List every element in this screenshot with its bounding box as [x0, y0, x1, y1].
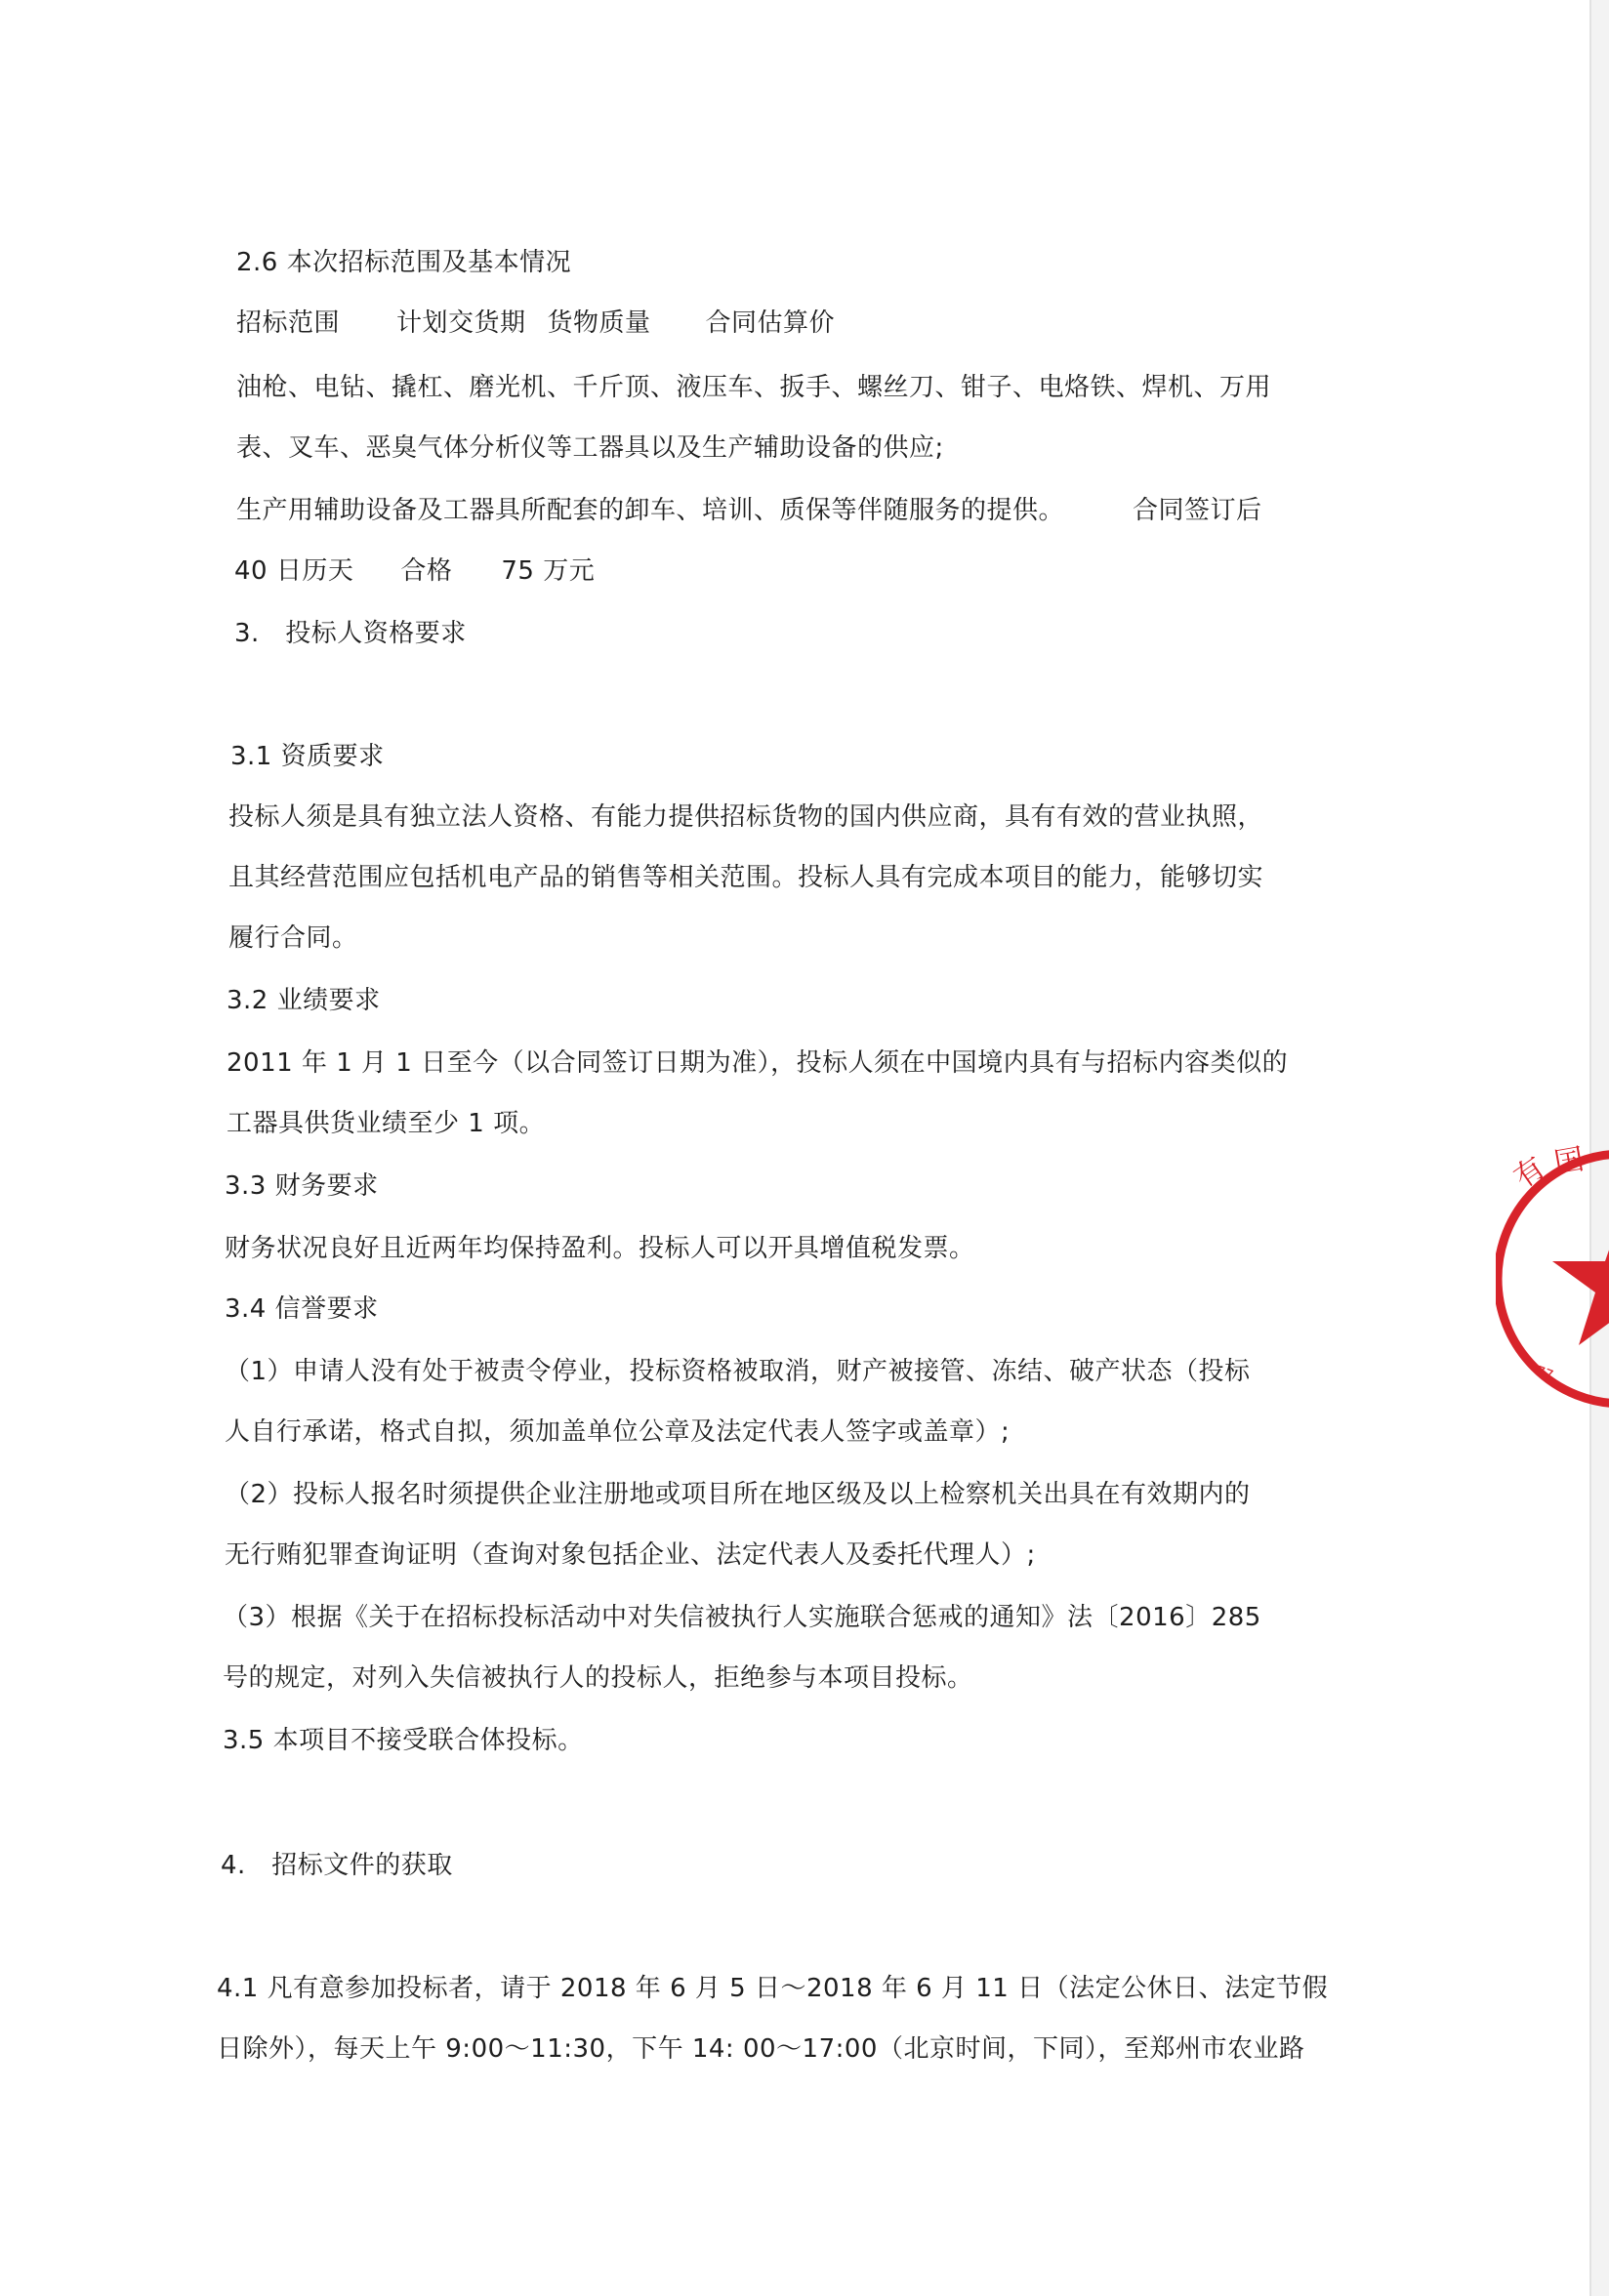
- section-3-4-item-2-line-2: 无行贿犯罪查询证明（查询对象包括企业、法定代表人及委托代理人）;: [225, 1540, 1036, 1570]
- section-3-5-text: 3.5 本项目不接受联合体投标。: [223, 1726, 584, 1755]
- seal-digits: 77: [1533, 1363, 1555, 1384]
- header-quality: 货物质量: [547, 308, 651, 338]
- scope-table-header: [236, 307, 835, 340]
- scope-line-4: [234, 554, 595, 588]
- scope-line-1: 油枪、电钻、撬杠、磨光机、千斤顶、液压车、扳手、螺丝刀、钳子、电烙铁、焊机、万用: [236, 373, 1272, 402]
- seal-char: 有: [1507, 1150, 1552, 1196]
- section-3-4-heading: 3.4 信誉要求: [225, 1294, 379, 1324]
- section-3-4-item-2-line-1: （2）投标人报名时须提供企业注册地或项目所在地区级及以上检察机关出具在有效期内的: [225, 1480, 1251, 1509]
- section-4-1-line-1: 4.1 凡有意参加投标者，请于 2018 年 6 月 5 日～2018 年 6 月 11 日（法定公休日、法定节假: [217, 1974, 1329, 2003]
- section-3-2-line-2: 工器具供货业绩至少 1 项。: [227, 1109, 546, 1138]
- delivery-days: 40 日历天: [234, 556, 354, 586]
- section-3-4-item-3-line-1: （3）根据《关于在招标投标活动中对失信被执行人实施联合惩戒的通知》法〔2016〕285: [223, 1603, 1261, 1632]
- section-4-heading: 4. 招标文件的获取: [221, 1851, 453, 1880]
- scope-after-contract: 合同签订后: [1133, 496, 1262, 525]
- official-seal-stamp: [1496, 1113, 1609, 1445]
- section-3-2-heading: 3.2 业绩要求: [227, 986, 381, 1015]
- header-scope: 招标范围: [236, 308, 341, 338]
- price-value: 75 万元: [501, 556, 596, 586]
- section-3-1-line-2: 且其经营范围应包括机电产品的销售等相关范围。投标人具有完成本项目的能力，能够切实: [228, 863, 1264, 892]
- section-4-1-line-2: 日除外），每天上午 9:00～11:30，下午 14: 00～17:00（北京时间，下同），至郑州市农业路: [217, 2034, 1305, 2064]
- section-3-4-item-1-line-2: 人自行承诺，格式自拟，须加盖单位公章及法定代表人签字或盖章）;: [225, 1417, 1011, 1447]
- section-3-1-line-3: 履行合同。: [228, 923, 358, 953]
- header-delivery: 计划交货期: [396, 308, 526, 338]
- section-2-6-heading: 2.6 本次招标范围及基本情况: [236, 248, 572, 277]
- seal-char: 国: [1551, 1142, 1587, 1181]
- section-3-2-line-1: 2011 年 1 月 1 日至今（以合同签订日期为准），投标人须在中国境内具有与招标内容类似的: [227, 1048, 1289, 1078]
- section-3-3-line-1: 财务状况良好且近两年均保持盈利。投标人可以开具增值税发票。: [225, 1234, 975, 1263]
- section-3-heading: 3. 投标人资格要求: [234, 619, 467, 648]
- scope-services: 生产用辅助设备及工器具所配套的卸车、培训、质保等伴随服务的提供。: [236, 496, 1065, 525]
- section-3-3-heading: 3.3 财务要求: [225, 1171, 379, 1201]
- section-3-4-item-3-line-2: 号的规定，对列入失信被执行人的投标人，拒绝参与本项目投标。: [223, 1663, 973, 1693]
- section-3-1-heading: 3.1 资质要求: [230, 742, 385, 771]
- section-3-4-item-1-line-1: （1）申请人没有处于被责令停业，投标资格被取消，财产被接管、冻结、破产状态（投标: [225, 1357, 1251, 1386]
- scope-line-3: [236, 494, 1262, 527]
- scope-line-2: 表、叉车、恶臭气体分析仪等工器具以及生产辅助设备的供应;: [236, 433, 944, 463]
- header-price: 合同估算价: [705, 308, 836, 338]
- quality-value: 合格: [400, 556, 453, 586]
- section-3-1-line-1: 投标人须是具有独立法人资格、有能力提供招标货物的国内供应商，具有有效的营业执照，: [228, 802, 1264, 832]
